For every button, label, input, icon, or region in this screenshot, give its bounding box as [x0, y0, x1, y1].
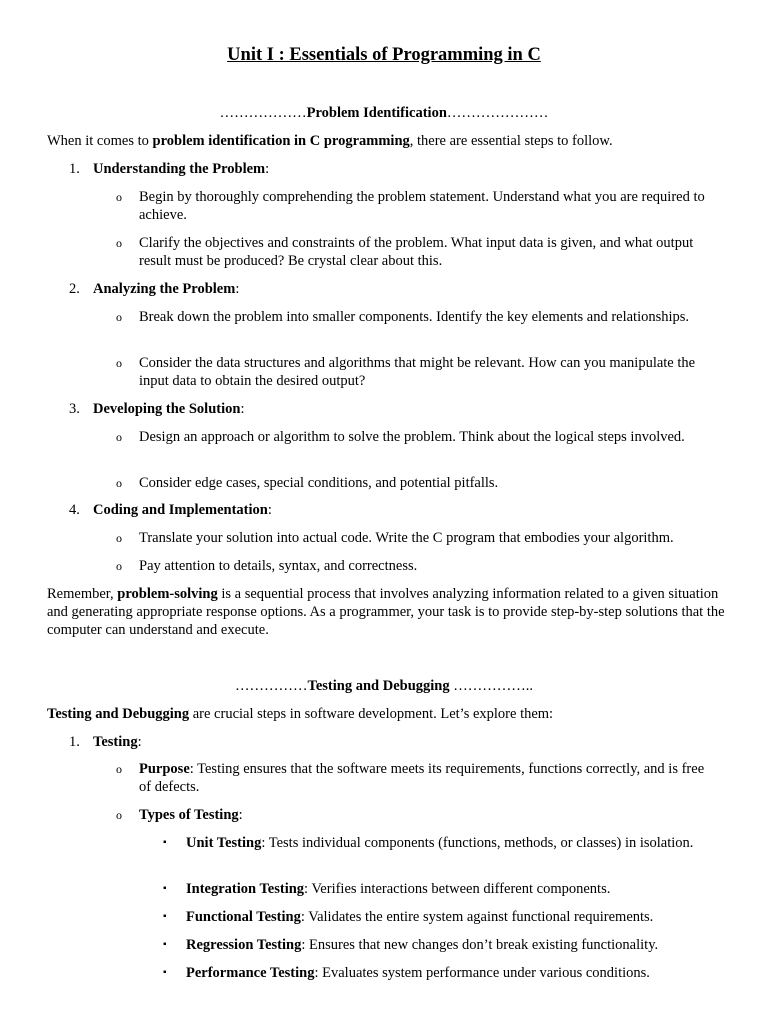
list-item: o Translate your solution into actual code. Write the C program that embodies your algorithm.: [116, 530, 674, 546]
intro-paragraph: When it comes to problem identification in C programming, there are essential steps to follow.: [47, 133, 613, 149]
sub-list-item: ▪ Unit Testing: Tests individual components (functions, methods, or classes) in isolation.: [163, 835, 694, 851]
bullet-marker: o: [116, 559, 122, 573]
list-item: o Begin by thoroughly comprehending the problem statement. Understand what you are required to achieve.: [116, 189, 705, 223]
square-bullet-marker: ▪: [163, 967, 167, 978]
heading-text: Testing and Debugging: [307, 678, 450, 694]
bullet-marker: o: [116, 430, 122, 444]
list-item-purpose: o Purpose: Testing ensures that the software meets its requirements, functions correctly, and is free of defects.: [116, 761, 705, 795]
heading-text: Problem Identification: [306, 105, 447, 121]
remember-paragraph: Remember, problem-solving is a sequential process that involves analyzing information related to a given situation and generating appropriate response options. As a programmer, your task is to provide step-by-step solutions that the computer can understand and execute.: [47, 586, 725, 638]
testing-intro-paragraph: Testing and Debugging are crucial steps in software development. Let’s explore them:: [47, 706, 554, 722]
section-heading-testing-debugging: [0, 677, 768, 695]
bullet-marker: o: [116, 762, 122, 776]
list-item-types-of-testing: o Types of Testing:: [116, 807, 243, 823]
list-item: o Consider edge cases, special conditions, and potential pitfalls.: [116, 475, 499, 491]
sub-list-item: ▪ Functional Testing: Validates the entire system against functional requirements.: [163, 909, 654, 925]
sub-list-item: ▪ Integration Testing: Verifies interactions between different components.: [163, 881, 611, 897]
list-item: o Consider the data structures and algorithms that might be relevant. How can you manipulate the input data to obtain the desired output?: [116, 355, 696, 389]
numbered-item-developing: 3. Developing the Solution:: [69, 401, 245, 417]
document-title: Unit I : Essentials of Programming in C: [227, 45, 541, 65]
bullet-marker: o: [116, 236, 122, 250]
list-item: o Clarify the objectives and constraints of the problem. What input data is given, and what output result must be produced? Be crystal clear about this.: [116, 235, 694, 269]
numbered-item-coding: 4. Coding and Implementation:: [69, 502, 272, 518]
list-item: o Break down the problem into smaller components. Identify the key elements and relationships.: [116, 309, 690, 325]
bullet-marker: o: [116, 476, 122, 490]
square-bullet-marker: ▪: [163, 883, 167, 894]
bullet-marker: o: [116, 310, 122, 324]
heading-dots-left: ………………: [219, 105, 307, 121]
square-bullet-marker: ▪: [163, 837, 167, 848]
sub-list-item: ▪ Performance Testing: Evaluates system performance under various conditions.: [163, 965, 650, 981]
bullet-marker: o: [116, 808, 122, 822]
heading-dots-right: …………………: [446, 105, 549, 121]
numbered-item-analyzing: 2. Analyzing the Problem:: [69, 281, 240, 297]
square-bullet-marker: ▪: [163, 911, 167, 922]
numbered-item-testing: 1. Testing:: [69, 734, 142, 750]
bullet-marker: o: [116, 190, 122, 204]
heading-dots-left: ……………: [235, 678, 308, 694]
numbered-item-understanding: 1. Understanding the Problem:: [69, 161, 270, 177]
square-bullet-marker: ▪: [163, 939, 167, 950]
list-item: o Pay attention to details, syntax, and correctness.: [116, 558, 418, 574]
bullet-marker: o: [116, 356, 122, 370]
heading-dots-right: ……………..: [449, 678, 533, 694]
sub-list-item: ▪ Regression Testing: Ensures that new changes don’t break existing functionality.: [163, 937, 659, 953]
list-item: o Design an approach or algorithm to solve the problem. Think about the logical steps involved.: [116, 429, 685, 445]
section-heading-problem-identification: [0, 104, 768, 122]
bullet-marker: o: [116, 531, 122, 545]
